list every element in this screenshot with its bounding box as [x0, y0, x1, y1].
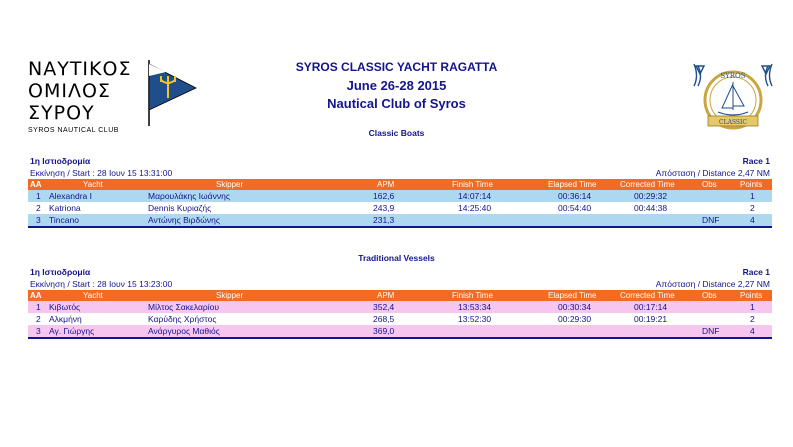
- col-yacht: Yacht: [83, 180, 103, 189]
- table-row: [28, 325, 772, 339]
- cell-finish: 14:25:40: [458, 203, 492, 213]
- seal-bottom-text: CLASSIC: [719, 119, 747, 126]
- results-block-traditional: [28, 266, 772, 339]
- cell-yacht: Katriona: [49, 203, 81, 213]
- col-aa: AA: [30, 291, 42, 300]
- col-elapsed: Elapsed Time: [548, 291, 597, 300]
- section-title-traditional: Traditional Vessels: [358, 253, 435, 263]
- logo-subtitle: SYROS NAUTICAL CLUB: [28, 127, 119, 134]
- col-finish: Finish Time: [452, 291, 493, 300]
- cell-points: 1: [750, 302, 755, 312]
- race-start: Εκκίνηση / Start : 28 Ιουν 15 13:31:00: [30, 168, 173, 178]
- col-finish: Finish Time: [452, 180, 493, 189]
- race-start: Εκκίνηση / Start : 28 Ιουν 15 13:23:00: [30, 279, 173, 289]
- results-block-classic: [28, 155, 772, 228]
- logo-line-2: ΟΜΙΛΟΣ: [28, 80, 111, 102]
- col-elapsed: Elapsed Time: [548, 180, 597, 189]
- cell-aa: 1: [36, 191, 41, 201]
- table-row: [28, 313, 772, 325]
- cell-skipper: Αντώνης Βιρδώνης: [148, 215, 220, 225]
- club-name: Nautical Club of Syros: [327, 96, 466, 111]
- col-obs: Obs: [702, 180, 717, 189]
- race-distance: Απόσταση / Distance 2,27 NM: [655, 279, 770, 289]
- cell-elapsed: 00:30:34: [558, 302, 592, 312]
- cell-skipper: Μίλτος Σακελαρίου: [148, 302, 219, 312]
- col-points: Points: [740, 180, 763, 189]
- section-title-classic: Classic Boats: [368, 128, 425, 138]
- col-skipper: Skipper: [216, 180, 244, 189]
- cell-yacht: Αλκμήνη: [49, 314, 82, 324]
- cell-points: 2: [750, 314, 755, 324]
- table-row: [28, 214, 772, 228]
- cell-elapsed: 00:29:30: [558, 314, 592, 324]
- cell-finish: 13:52:30: [458, 314, 492, 324]
- cell-points: 1: [750, 191, 755, 201]
- cell-yacht: Alexandra I: [49, 191, 92, 201]
- race-name: 1η Ιστιοδρομία: [30, 156, 91, 166]
- logo-line-1: ΝΑΥΤΙΚΟΣ: [28, 58, 132, 80]
- regatta-dates: June 26-28 2015: [346, 78, 447, 93]
- cell-elapsed: 00:36:14: [558, 191, 592, 201]
- cell-yacht: Tincano: [49, 215, 79, 225]
- cell-aa: 1: [36, 302, 41, 312]
- cell-apm: 243,9: [373, 203, 395, 213]
- col-aa: AA: [30, 180, 42, 189]
- logo-line-3: ΣΥΡΟΥ: [28, 102, 95, 124]
- cell-apm: 231,3: [373, 215, 395, 225]
- cell-aa: 2: [36, 314, 41, 324]
- cell-points: 2: [750, 203, 755, 213]
- col-apm: APM: [377, 180, 395, 189]
- cell-apm: 162,6: [373, 191, 395, 201]
- cell-elapsed: 00:54:40: [558, 203, 592, 213]
- cell-skipper: Dennis Κυριαζής: [148, 203, 212, 213]
- cell-corrected: 00:19:21: [634, 314, 668, 324]
- cell-aa: 3: [36, 215, 41, 225]
- cell-apm: 369,0: [373, 326, 395, 336]
- cell-apm: 352,4: [373, 302, 395, 312]
- cell-obs: DNF: [702, 215, 720, 225]
- table-row: [28, 301, 772, 313]
- cell-corrected: 00:44:38: [634, 203, 668, 213]
- cell-finish: 13:53:34: [458, 302, 492, 312]
- col-points: Points: [740, 291, 763, 300]
- cell-skipper: Ανάργυρος Μαθιός: [148, 326, 220, 336]
- race-name: 1η Ιστιοδρομία: [30, 267, 91, 277]
- col-corrected: Corrected Time: [620, 180, 675, 189]
- cell-aa: 3: [36, 326, 41, 336]
- race-label: Race 1: [742, 267, 770, 277]
- table-row: [28, 190, 772, 202]
- col-apm: APM: [377, 291, 395, 300]
- cell-aa: 2: [36, 203, 41, 213]
- cell-obs: DNF: [702, 326, 720, 336]
- cell-yacht: Κιβωτός: [49, 302, 81, 312]
- cell-finish: 14:07:14: [458, 191, 492, 201]
- cell-yacht: Αγ. Γιώργης: [49, 326, 95, 336]
- race-label: Race 1: [742, 156, 770, 166]
- race-distance: Απόσταση / Distance 2,47 NM: [655, 168, 770, 178]
- col-corrected: Corrected Time: [620, 291, 675, 300]
- seal-top-text: SYROS: [720, 72, 746, 80]
- regatta-title: SYROS CLASSIC YACHT RAGATTA: [295, 60, 498, 74]
- cell-corrected: 00:29:32: [634, 191, 668, 201]
- cell-skipper: Μαρουλάκης Ιωάννης: [148, 191, 230, 201]
- cell-corrected: 00:17:14: [634, 302, 668, 312]
- col-obs: Obs: [702, 291, 717, 300]
- table-row: [28, 202, 772, 214]
- results-header: [28, 290, 772, 301]
- col-yacht: Yacht: [83, 291, 103, 300]
- col-skipper: Skipper: [216, 291, 244, 300]
- cell-skipper: Καρύδης Χρήστος: [148, 314, 217, 324]
- results-header: [28, 179, 772, 190]
- cell-points: 4: [750, 326, 755, 336]
- cell-apm: 268,5: [373, 314, 395, 324]
- cell-points: 4: [750, 215, 755, 225]
